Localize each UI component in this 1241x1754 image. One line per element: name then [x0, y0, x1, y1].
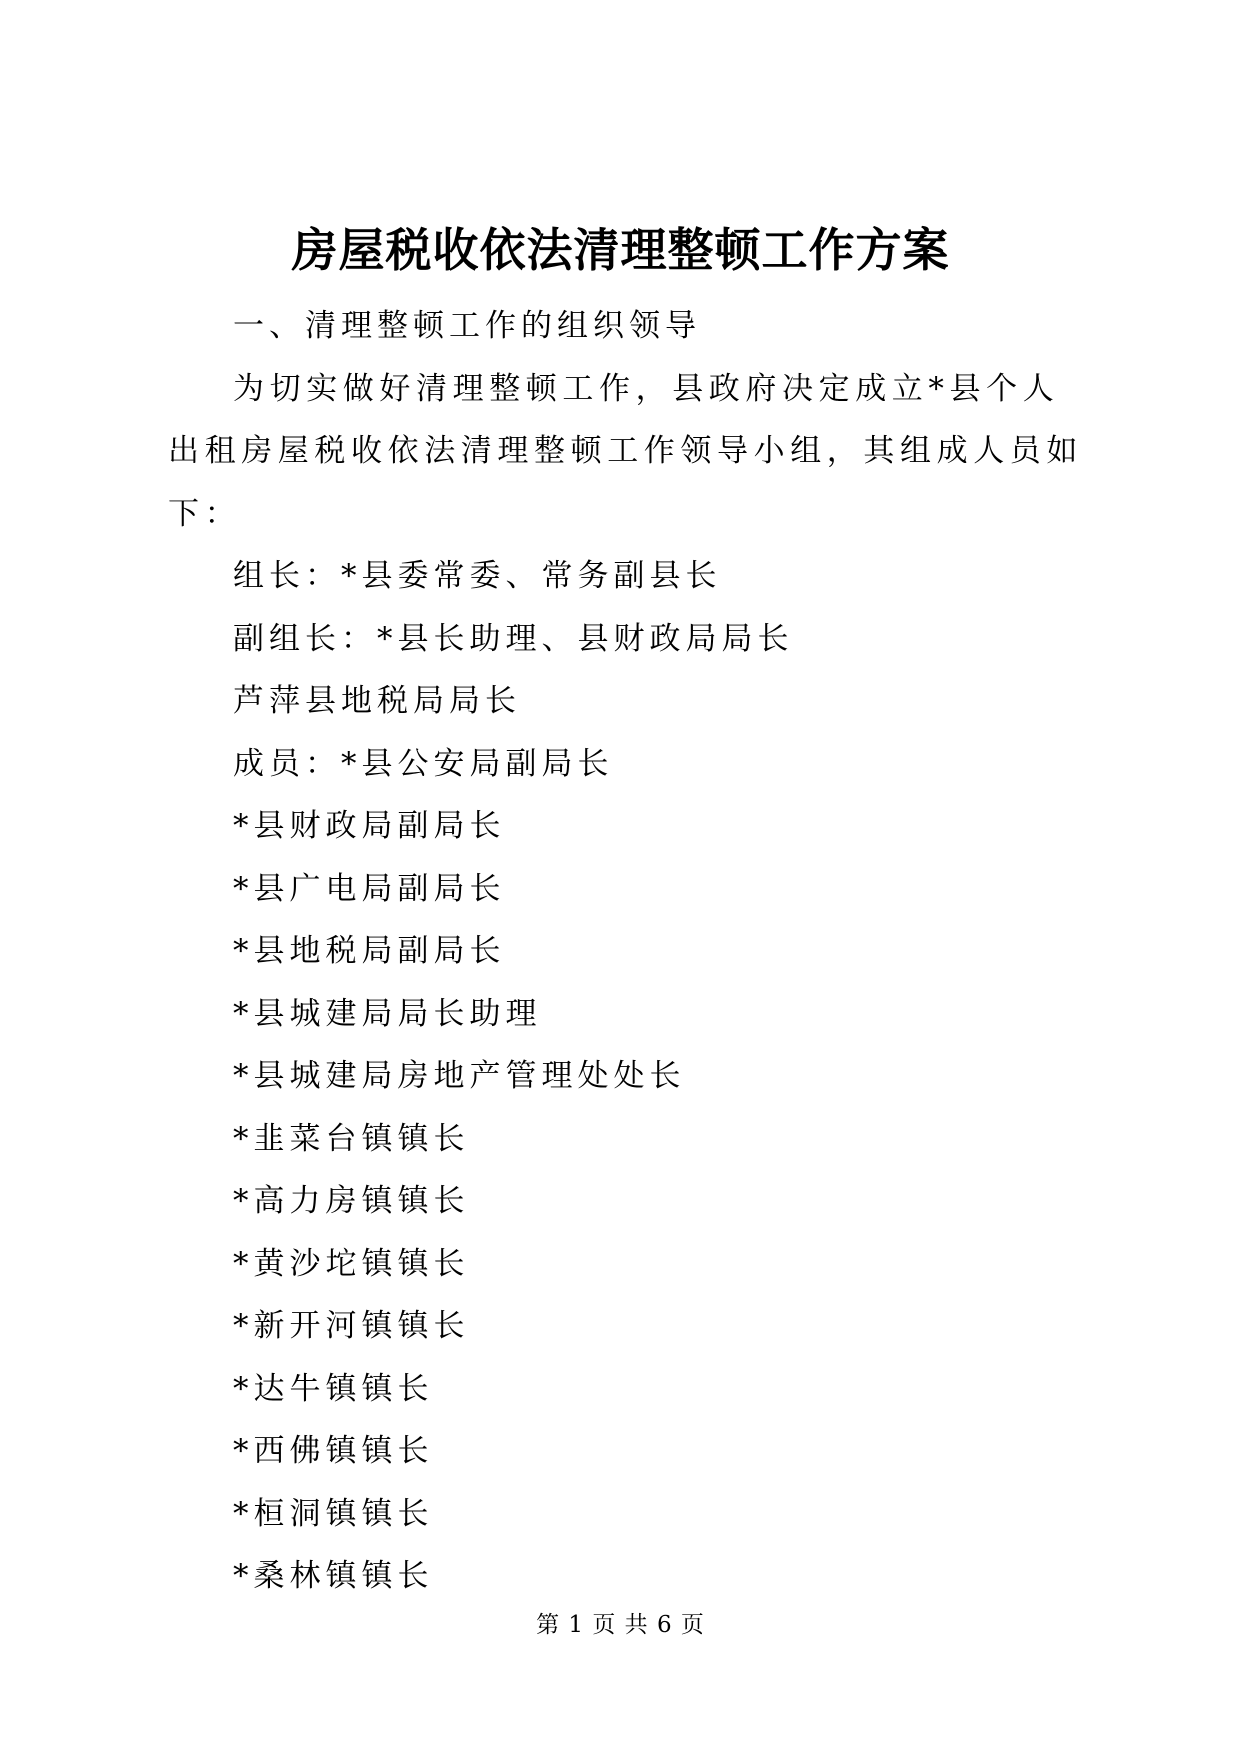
intro-paragraph: 为切实做好清理整顿工作，县政府决定成立*县个人出租房屋税收依法清理整顿工作领导小组，其组成人员如下：	[168, 370, 1083, 532]
member-line: *西佛镇镇长	[233, 1433, 434, 1469]
member-line: *韭菜台镇镇长	[233, 1120, 470, 1157]
member-line: *黄沙坨镇镇长	[233, 1245, 470, 1282]
member-line: *县财政局副局长	[233, 808, 506, 844]
member-line: *县地税局副局长	[233, 933, 506, 969]
deputy-leader-line-2: 芦萍县地税局局长	[233, 683, 521, 719]
member-line: *县城建局房地产管理处处长	[233, 1058, 686, 1094]
document-title: 房屋税收依法清理整顿工作方案	[291, 223, 950, 277]
deputy-leader-line: 副组长：*县长助理、县财政局局长	[233, 620, 794, 657]
member-line: *新开河镇镇长	[233, 1308, 470, 1344]
member-line: *高力房镇镇长	[233, 1183, 470, 1219]
section-heading: 一、清理整顿工作的组织领导	[233, 308, 701, 344]
member-line: *桓洞镇镇长	[233, 1495, 434, 1532]
member-line: *县广电局副局长	[233, 870, 506, 907]
member-line: *达牛镇镇长	[233, 1370, 434, 1407]
leader-line: 组长：*县委常委、常务副县长	[233, 558, 722, 594]
member-line: *县城建局局长助理	[233, 995, 542, 1032]
member-line: *桑林镇镇长	[233, 1558, 434, 1594]
page-footer: 第 1 页 共 6 页	[536, 1612, 705, 1638]
document-body	[168, 295, 1088, 1608]
member-line: 成员：*县公安局副局长	[233, 745, 614, 782]
